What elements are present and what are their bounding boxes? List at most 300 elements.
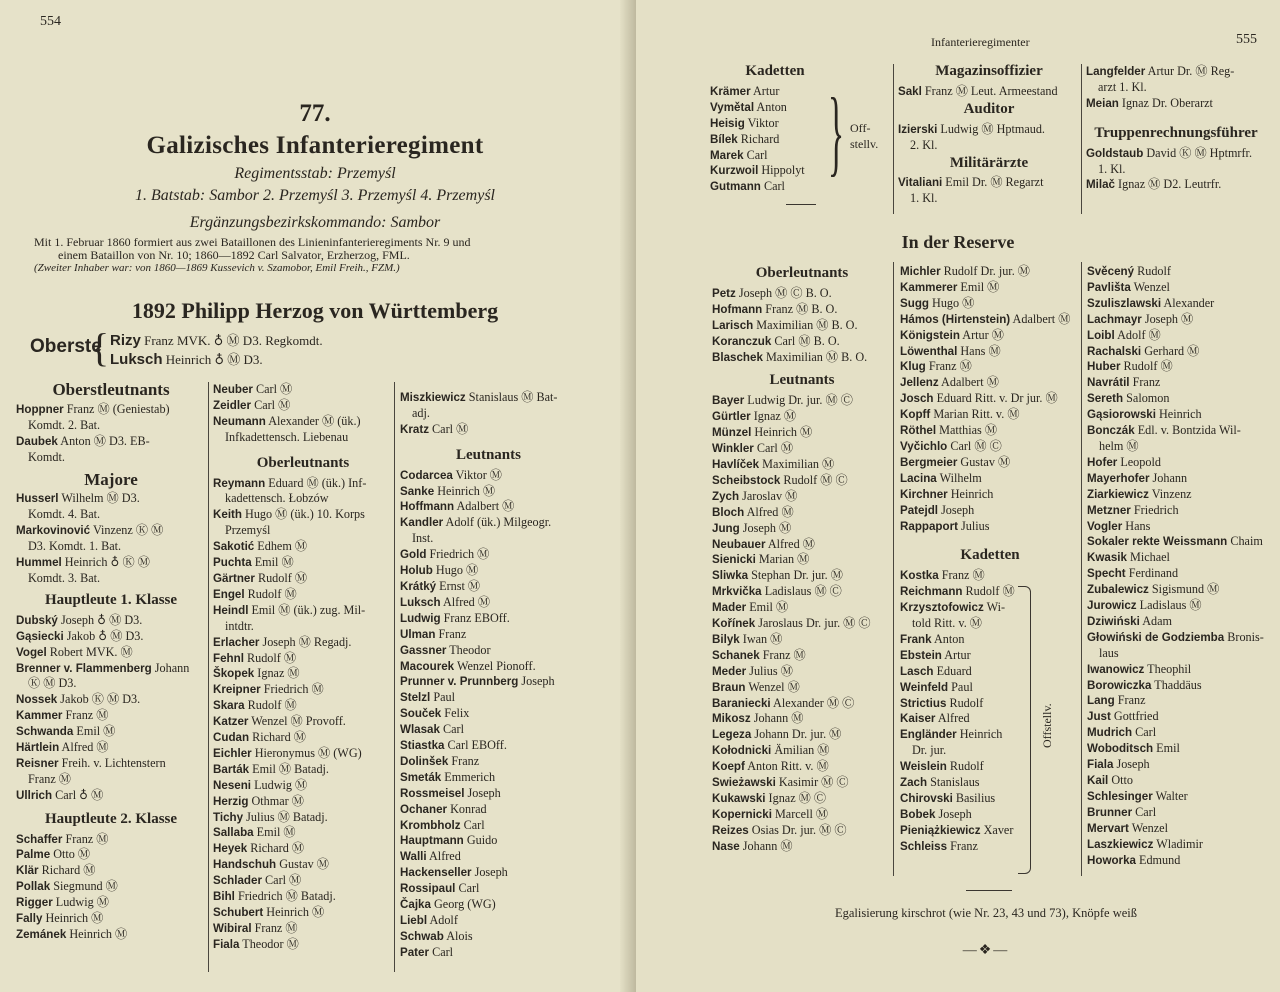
entry-detail: Rudolf Ⓜ xyxy=(246,650,297,665)
reserve-column-1 xyxy=(712,264,892,855)
person-name: Krzysztofowicz xyxy=(900,601,984,615)
entry-detail: Jaroslav Ⓜ xyxy=(742,488,798,503)
section-heading: Magazinsoffizier xyxy=(935,63,1043,79)
person-name: Kaiser xyxy=(900,712,936,726)
militaraerzte-list xyxy=(898,175,1080,207)
list-item xyxy=(16,434,206,450)
left-page xyxy=(0,0,636,992)
list-item xyxy=(16,756,206,772)
list-item xyxy=(400,531,585,547)
section-heading: Leutnants xyxy=(455,446,521,463)
person-name: Barták xyxy=(213,762,250,776)
section-heading: Hauptleute 2. Klasse xyxy=(44,810,178,827)
person-name: Markovinović xyxy=(16,524,91,538)
entry-detail: Jakob Ⓚ Ⓜ D3. xyxy=(60,692,141,707)
entry-detail: Paul xyxy=(951,679,973,694)
person-name: Bergmeier xyxy=(900,455,958,469)
person-name: Havlíček xyxy=(712,457,760,471)
section-heading: Militärärzte xyxy=(949,154,1029,171)
list-item xyxy=(712,350,892,366)
entry-detail: Wilhelm xyxy=(939,470,982,485)
person-name: Patejdl xyxy=(900,503,939,517)
list-item xyxy=(900,519,1080,535)
person-name: Mervart xyxy=(1087,821,1129,835)
entry-detail: Hippolyt xyxy=(761,163,805,178)
list-item xyxy=(400,754,585,770)
person-name: Vogler xyxy=(1087,519,1123,533)
person-name: Fiala xyxy=(213,937,240,951)
reserve-list xyxy=(900,264,1080,534)
entry-detail: Jakob ♁ Ⓜ D3. xyxy=(66,628,144,643)
list-item xyxy=(16,788,206,804)
entry-detail: Rudolf Ⓜ Ⓒ xyxy=(783,472,848,487)
list-item xyxy=(400,929,585,945)
oberstleutnants-list xyxy=(16,402,206,466)
entry-detail: Komdt. 4. Bat. xyxy=(28,507,101,522)
list-item xyxy=(213,698,393,714)
list-item xyxy=(400,595,585,611)
entry-detail: Alfred xyxy=(429,849,461,864)
list-item xyxy=(900,471,1080,487)
person-name: Ullrich xyxy=(16,788,53,802)
battalion-line: 1. Batstab: Sambor 2. Przemyśl 3. Przemyśl 4. Przemyśl xyxy=(135,187,495,204)
list-item xyxy=(213,539,393,555)
entry-detail: Emmerich xyxy=(444,769,496,784)
person-name: Vogel xyxy=(16,645,47,659)
entry-detail: Komdt. 2. Bat. xyxy=(28,417,101,432)
list-item xyxy=(1087,821,1277,837)
list-item xyxy=(712,584,892,600)
entry-detail: Otto xyxy=(1111,773,1133,787)
entry-detail: Richard Ⓜ xyxy=(41,863,96,878)
entry-detail: 1. Kl. xyxy=(910,191,938,206)
section-heading: Oberleutnants xyxy=(256,454,350,471)
list-item xyxy=(1087,598,1277,614)
person-name: Gold xyxy=(400,548,427,562)
list-item xyxy=(1087,407,1277,423)
entry-detail: Edhem Ⓜ xyxy=(257,539,308,554)
column-divider xyxy=(893,262,894,876)
entry-detail: Joseph ♁ Ⓜ D3. xyxy=(60,612,143,627)
list-item xyxy=(712,823,892,839)
list-item xyxy=(1086,177,1266,193)
entry-detail: Alois xyxy=(446,928,473,943)
entry-detail: Friedrich xyxy=(1133,502,1179,517)
entry-detail: Franz EBOff. xyxy=(443,610,510,625)
person-name: Marek xyxy=(710,148,744,162)
person-name: Wibiral xyxy=(213,921,252,935)
person-name: Daubek xyxy=(16,434,58,448)
entry-detail: Salomon xyxy=(1126,391,1170,406)
list-item xyxy=(712,334,892,350)
person-name: Swieżawski xyxy=(712,776,776,790)
list-item xyxy=(1087,264,1277,280)
list-item xyxy=(16,895,206,911)
entry-detail: Emil Ⓜ xyxy=(254,555,294,570)
section-heading: Leutnants xyxy=(769,372,835,389)
person-name: Keith xyxy=(213,508,242,522)
person-name: Palme xyxy=(16,848,51,862)
person-name: Reymann xyxy=(213,476,266,490)
list-item xyxy=(712,489,892,505)
entry-detail: Joseph Ⓜ Ⓒ B. O. xyxy=(738,285,832,300)
person-name: Eichler xyxy=(213,746,252,760)
entry-detail: Carl xyxy=(443,722,464,737)
list-item xyxy=(712,473,892,489)
list-item xyxy=(712,568,892,584)
entry-detail: Carl xyxy=(1135,804,1157,819)
list-item xyxy=(16,879,206,895)
entry-detail: Robert MVK. Ⓜ xyxy=(49,644,133,659)
person-name: Howorka xyxy=(1087,853,1136,867)
entry-detail: Chaim xyxy=(1230,534,1263,549)
person-name: Schwanda xyxy=(16,725,74,739)
entry-detail: Friedrich Ⓜ Batadj. xyxy=(237,889,336,904)
person-name: Cudan xyxy=(213,731,250,745)
person-name: Škopek xyxy=(213,667,255,681)
list-item xyxy=(16,613,206,629)
person-name: Walli xyxy=(400,850,427,864)
person-name: Iwanowicz xyxy=(1087,662,1145,676)
person-name: Hofmann xyxy=(712,302,763,316)
entry-detail: Osias Dr. jur. Ⓜ Ⓒ xyxy=(751,822,847,837)
list-item xyxy=(1086,162,1266,178)
list-item xyxy=(1087,519,1277,535)
person-name: Legeza xyxy=(712,728,752,742)
person-name: Fally xyxy=(16,912,43,926)
list-item xyxy=(213,778,393,794)
person-name: Reisner xyxy=(16,756,59,770)
entry-detail: Friedrich Ⓜ xyxy=(429,547,490,562)
section-heading: Auditor xyxy=(963,100,1015,117)
list-item xyxy=(1087,344,1277,360)
person-name: Zach xyxy=(900,776,928,790)
entry-detail: Iwan Ⓜ xyxy=(742,631,783,646)
staff-line: Regimentsstab: Przemyśl xyxy=(234,165,396,182)
person-name: Stiastka xyxy=(400,739,445,753)
person-name: Schleiss xyxy=(900,839,948,853)
entry-detail: Wenzel xyxy=(1133,279,1170,294)
regiment-owner: 1892 Philipp Herzog von Württemberg xyxy=(131,298,499,323)
entry-detail: Anton Ritt. v. Ⓜ xyxy=(747,759,829,774)
entry-detail: Emil xyxy=(1156,741,1180,756)
person-name: Fiala xyxy=(1087,758,1114,772)
person-name: Dziwiński xyxy=(1087,614,1140,628)
entry-detail: Anton xyxy=(933,631,965,646)
person-name: Reizes xyxy=(712,823,749,837)
entry-detail: Johann Dr. jur. Ⓜ xyxy=(754,727,842,742)
section-heading: Kadetten xyxy=(745,63,805,79)
list-item xyxy=(213,635,393,651)
entry-detail: Stanislaus Ⓜ Bat- xyxy=(468,390,558,404)
entry-detail: Eduard Ritt. v. Dr jur. Ⓜ xyxy=(936,391,1058,406)
page-number-right: 555 xyxy=(1236,32,1257,47)
entry-detail: 2. Kl. xyxy=(910,137,938,152)
list-item xyxy=(900,632,1080,648)
person-name: Neseni xyxy=(213,778,252,792)
person-name: Jurowicz xyxy=(1087,599,1137,613)
entry-detail: Inst. xyxy=(412,531,434,546)
entry-detail: Franz Ⓜ xyxy=(65,831,109,846)
entry-detail: Ernst Ⓜ xyxy=(439,578,481,593)
entry-detail: Emil Ⓜ xyxy=(749,600,789,615)
list-item xyxy=(400,849,585,865)
list-item xyxy=(712,537,892,553)
entry-detail: Theodor xyxy=(449,642,491,657)
list-item xyxy=(400,611,585,627)
person-name: Hofer xyxy=(1087,455,1118,469)
list-item xyxy=(213,841,393,857)
list-item xyxy=(16,676,206,692)
person-name: Gürtler xyxy=(712,410,751,424)
entry-detail: Marian Ⓜ xyxy=(758,552,810,567)
person-name: Zych xyxy=(712,489,740,503)
section-heading: Oberstleutnants xyxy=(52,380,170,399)
list-item xyxy=(213,937,393,953)
entry-detail: Dr. jur. xyxy=(912,743,947,758)
person-name: Härtlein xyxy=(16,741,60,755)
list-item xyxy=(1087,853,1277,869)
list-item xyxy=(16,708,206,724)
person-name: Lang xyxy=(1087,694,1115,708)
entry-detail: Hieronymus Ⓜ (WG) xyxy=(254,745,362,760)
entry-detail: Ignaz Dr. Oberarzt xyxy=(1121,95,1213,110)
list-item xyxy=(400,468,585,484)
person-name: Ludwig xyxy=(400,611,441,625)
list-item xyxy=(712,648,892,664)
person-name: Neumann xyxy=(213,414,266,428)
oberleutnants-list xyxy=(213,476,393,953)
person-name: Wlasak xyxy=(400,723,440,737)
list-item xyxy=(1087,630,1277,646)
list-item xyxy=(213,571,393,587)
list-item xyxy=(400,802,585,818)
entry-detail: Artur xyxy=(752,83,780,98)
column-divider xyxy=(1081,262,1082,876)
list-item xyxy=(16,740,206,756)
person-name: Brunner xyxy=(1087,805,1133,819)
list-item xyxy=(400,706,585,722)
list-item xyxy=(900,487,1080,503)
list-item xyxy=(1087,678,1277,694)
entry-detail: Franz Ⓜ xyxy=(928,359,972,374)
person-name: Pavlišta xyxy=(1087,280,1131,294)
entry-detail: Viktor Ⓜ xyxy=(455,467,502,482)
person-name: Heisig xyxy=(710,116,745,130)
person-name: Zemánek xyxy=(16,928,67,941)
entry-detail: Komdt. 3. Bat. xyxy=(28,570,101,585)
person-name: Smeták xyxy=(400,770,442,784)
list-item xyxy=(900,600,1080,616)
list-item xyxy=(712,775,892,791)
list-item xyxy=(16,507,206,523)
list-item xyxy=(900,503,1080,519)
entry-detail: Rudolf Ⓜ xyxy=(965,584,1015,599)
person-name: Königstein xyxy=(900,328,960,342)
list-item xyxy=(400,484,585,500)
footer-text: Egalisierung kirschrot (wie Nr. 23, 43 und 73), Knöpfe weiß xyxy=(834,906,1138,920)
list-item xyxy=(900,439,1080,455)
list-item xyxy=(712,791,892,807)
column-divider xyxy=(1081,64,1082,214)
entry-detail: Franz xyxy=(451,753,480,768)
section-heading: Kadetten xyxy=(960,547,1020,564)
list-item xyxy=(16,571,206,587)
list-item xyxy=(16,418,206,434)
person-name: Chirovski xyxy=(900,792,953,805)
list-item xyxy=(710,148,840,164)
person-name: Rossmeisel xyxy=(400,786,465,800)
brace xyxy=(1018,586,1031,874)
list-item xyxy=(710,116,840,132)
person-name: Neubauer xyxy=(712,537,766,551)
list-item xyxy=(900,455,1080,471)
list-item xyxy=(1087,375,1277,391)
entry-detail: Stephan Dr. jur. Ⓜ xyxy=(751,568,843,583)
entry-detail: Franz Ⓜ xyxy=(941,568,985,583)
short-rule xyxy=(966,890,1012,891)
entry-detail: Franz Ⓜ xyxy=(762,647,806,662)
entry-detail: kadettensch. Łobzów xyxy=(225,491,329,506)
list-item xyxy=(900,648,1080,664)
entry-detail: Franz Ⓜ xyxy=(28,771,71,786)
person-name: Woboditsch xyxy=(1087,742,1154,756)
list-item xyxy=(712,680,892,696)
entry-detail: Xaver xyxy=(983,822,1014,837)
list-item xyxy=(898,191,1080,207)
person-name: Bihl xyxy=(213,890,235,904)
entry-detail: Felix xyxy=(444,706,470,721)
list-item xyxy=(712,505,892,521)
person-name: Čajka xyxy=(400,898,431,912)
list-item xyxy=(1087,391,1277,407)
list-item xyxy=(400,738,585,754)
list-item xyxy=(1087,312,1277,328)
person-name: Kurzwoil xyxy=(710,164,759,178)
list-item xyxy=(16,927,206,943)
entry-detail: Richard Ⓜ xyxy=(250,841,305,856)
person-name: Schlader xyxy=(213,874,262,888)
list-item xyxy=(898,84,1080,100)
person-name: Skara xyxy=(213,699,245,713)
list-item xyxy=(213,682,393,698)
entry-detail: Carl xyxy=(432,944,454,959)
oberste-list xyxy=(110,331,323,369)
regiment-number: 77. xyxy=(299,100,331,127)
list-item xyxy=(16,555,206,571)
person-name: Bilyk xyxy=(712,632,740,646)
person-name: Milač xyxy=(1086,178,1115,192)
person-name: Sanke xyxy=(400,484,435,498)
person-name: Engländer xyxy=(900,728,957,742)
top-list xyxy=(213,382,393,446)
list-item xyxy=(213,921,393,937)
person-name: Weinfeld xyxy=(900,680,949,694)
person-name: Navrátil xyxy=(1087,376,1130,390)
list-item xyxy=(900,823,1080,839)
list-item xyxy=(712,600,892,616)
person-name: Codarcea xyxy=(400,468,453,482)
entry-detail: Alfred Ⓜ xyxy=(61,740,109,755)
entry-detail: Hans xyxy=(1125,518,1151,533)
entry-detail: Alfred Ⓜ xyxy=(746,504,794,519)
list-item xyxy=(898,175,1080,191)
person-name: Vitaliani xyxy=(898,176,943,190)
entry-detail: Joseph xyxy=(521,674,555,689)
person-name: Sienicki xyxy=(712,553,756,567)
list-item xyxy=(16,911,206,927)
entry-detail: Heinrich Ⓜ xyxy=(437,483,496,498)
list-item xyxy=(1087,757,1277,773)
person-name: Baraniecki xyxy=(712,696,771,710)
list-item xyxy=(712,616,892,632)
list-item xyxy=(1087,455,1277,471)
entry-detail: Joseph xyxy=(938,806,972,821)
entry-detail: Infkadettensch. Liebenau xyxy=(225,429,349,444)
entry-detail: intdtr. xyxy=(225,618,254,633)
person-name: Prunner v. Prunnberg xyxy=(400,675,519,689)
list-item xyxy=(900,423,1080,439)
list-item xyxy=(712,552,892,568)
person-name: Miszkiewicz xyxy=(400,391,466,404)
right-top-column-3 xyxy=(1086,64,1266,193)
list-item xyxy=(400,547,585,563)
list-item xyxy=(712,839,892,855)
person-name: Nase xyxy=(712,839,740,853)
person-name: Bonczák xyxy=(1087,424,1135,438)
entry-detail: Gustav Ⓜ xyxy=(960,454,1011,469)
list-item xyxy=(712,759,892,775)
entry-detail: Adam xyxy=(1142,613,1173,628)
list-item xyxy=(1087,662,1277,678)
list-item xyxy=(1087,487,1277,503)
list-item xyxy=(712,457,892,473)
list-item xyxy=(900,375,1080,391)
list-item xyxy=(1087,582,1277,598)
right-top-column-1 xyxy=(710,62,840,195)
brace-label: Off- stellv. xyxy=(850,121,879,151)
entry-detail: Carl Ⓜ xyxy=(265,873,302,888)
list-item xyxy=(1087,439,1277,455)
truppenrechnungsfuehrer-list xyxy=(1086,146,1266,194)
person-name: Mikosz xyxy=(712,712,751,726)
list-item xyxy=(1087,359,1277,375)
entry-detail: David Ⓚ Ⓜ Hptmrfr. xyxy=(1146,145,1252,160)
list-item xyxy=(213,762,393,778)
person-name: Lachmayr xyxy=(1087,312,1142,326)
list-item xyxy=(400,945,585,961)
entry-detail: Joseph Ⓜ Regadj. xyxy=(262,634,352,649)
list-item xyxy=(1087,646,1277,662)
section-heading: Majore xyxy=(84,469,138,489)
entry-detail: 1. Kl. xyxy=(1098,161,1126,176)
list-item xyxy=(898,122,1080,138)
entry-detail: Eduard xyxy=(936,663,972,678)
person-name: Larisch xyxy=(712,318,754,332)
list-item xyxy=(213,619,393,635)
left-column-3 xyxy=(400,390,585,961)
hauptleute2-list xyxy=(16,832,206,943)
list-item xyxy=(712,425,892,441)
entry-detail: Thaddäus xyxy=(1154,677,1202,692)
regiment-name: Galizisches Infanterieregiment xyxy=(146,132,484,159)
entry-detail: Othmar Ⓜ xyxy=(251,793,304,808)
entry-detail: Matthias Ⓜ xyxy=(939,423,998,438)
entry-detail: Michael xyxy=(1130,550,1170,565)
person-name: Huber xyxy=(1087,360,1121,374)
person-name: Vyčichlo xyxy=(900,439,948,453)
list-item xyxy=(16,523,206,539)
